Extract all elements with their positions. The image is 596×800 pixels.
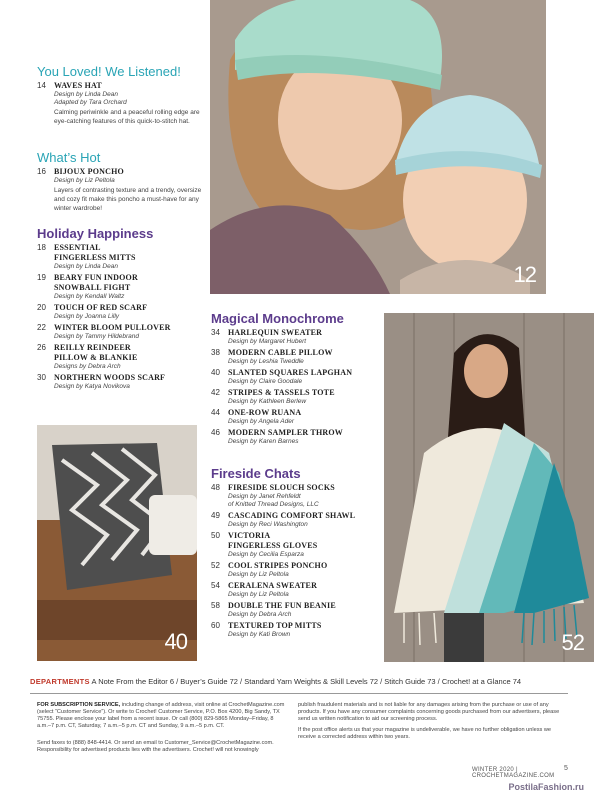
- list-item[interactable]: [37, 243, 207, 271]
- pattern-name: COOL STRIPES PONCHO: [228, 561, 328, 570]
- subscription-heading: FOR SUBSCRIPTION SERVICE,: [37, 702, 121, 708]
- pattern-name: STRIPES & TASSELS TOTE: [228, 388, 335, 397]
- page-number: 48: [211, 483, 220, 492]
- departments-bar: [30, 677, 570, 687]
- pattern-name: FIRESIDE SLOUCH SOCKS: [228, 483, 335, 492]
- list-item[interactable]: [37, 167, 207, 213]
- list-item[interactable]: [37, 343, 207, 371]
- designer: Design by Kendall Waltz: [54, 293, 125, 300]
- pattern-name-line2: SNOWBALL FIGHT: [54, 283, 131, 292]
- page-number: 14: [37, 81, 46, 90]
- pattern-name: CERALENA SWEATER: [228, 581, 318, 590]
- page-number: 18: [37, 243, 46, 252]
- designer: Design by Reci Washington: [228, 521, 308, 528]
- designer: Design by Claire Goodale: [228, 378, 303, 385]
- pattern-name: WINTER BLOOM PULLOVER: [54, 323, 171, 332]
- list-item[interactable]: [211, 428, 383, 446]
- page-number: 40: [211, 368, 220, 377]
- page-number: 22: [37, 323, 46, 332]
- list-item[interactable]: [211, 511, 383, 529]
- page-number: 38: [211, 348, 220, 357]
- pattern-name: WAVES HAT: [54, 81, 102, 90]
- pattern-name: VICTORIA: [228, 531, 271, 540]
- section-fireside-chats: [211, 466, 383, 639]
- page-number: 50: [211, 531, 220, 540]
- watermark: PostilaFashion.ru: [508, 782, 584, 792]
- poncho-illustration: [384, 313, 594, 662]
- pattern-name: TEXTURED TOP MITTS: [228, 621, 322, 630]
- page-number: 34: [211, 328, 220, 337]
- pattern-name: BEARY FUN INDOOR: [54, 273, 138, 282]
- photo-lapghan-on-sofa: [37, 425, 197, 661]
- list-item[interactable]: [211, 483, 383, 509]
- page-number: 19: [37, 273, 46, 282]
- pattern-name-line2: FINGERLESS GLOVES: [228, 541, 318, 550]
- list-item[interactable]: [37, 81, 207, 126]
- section-you-loved: [37, 64, 207, 126]
- designer: Designs by Debra Arch: [54, 363, 121, 370]
- fax-email-text: Send faxes to (888) 848-4414. Or send an email to Customer_Service@CrochetMagazine.com. Responsibility for advertised products lies with the advertisers. Crochet! will not knowingly: [37, 740, 274, 753]
- advertiser-disclaimer: [298, 702, 560, 723]
- designer: Design by Karen Barnes: [228, 438, 299, 445]
- photo-mother-child-hats: [210, 0, 546, 294]
- designer: Design by Kati Brown: [228, 631, 291, 638]
- subscription-text: including change of address, visit online at CrochetMagazine.com (select “Customer Service”). Or write to Crochet! Customer Service, P.O. Box 4200, Big Sandy, TX 75755. Please enclose your label from a recent issue. Or call (800) 829-5865 Monday–Friday, 8 a.m.–7 p.m. CT, Saturday, 7 a.m.–5 p.m. CT and Sunday, 9 a.m.–5 p.m. CT.: [37, 702, 285, 729]
- pattern-name: NORTHERN WOODS SCARF: [54, 373, 166, 382]
- post-office-notice: [298, 727, 560, 741]
- description: Layers of contrasting texture and a trendy, oversize and cozy fit make this poncho a must-have for any winter wardrobe!: [54, 187, 202, 212]
- page-number: 46: [211, 428, 220, 437]
- list-item[interactable]: [37, 303, 207, 321]
- pattern-name: BIJOUX PONCHO: [54, 167, 124, 176]
- pattern-name: MODERN CABLE PILLOW: [228, 348, 333, 357]
- designer: Design by Joanna Lilly: [54, 313, 120, 320]
- designer: Design by Liz Peltola: [54, 177, 115, 184]
- section-title: Holiday Happiness: [37, 226, 154, 241]
- pattern-name-line2: FINGERLESS MITTS: [54, 253, 136, 262]
- fax-email-info: [37, 740, 287, 754]
- section-title: Fireside Chats: [211, 466, 301, 481]
- page-number: 54: [211, 581, 220, 590]
- designer: Design by Cecilia Esparza: [228, 551, 304, 558]
- page-number: 26: [37, 343, 46, 352]
- pattern-name: CASCADING COMFORT SHAWL: [228, 511, 356, 520]
- list-item[interactable]: [37, 273, 207, 301]
- pattern-name: ESSENTIAL: [54, 243, 101, 252]
- list-item[interactable]: [211, 328, 383, 346]
- designer: Design by Margaret Hubert: [228, 338, 307, 345]
- section-magical-monochrome: [211, 311, 383, 446]
- page-number: 30: [37, 373, 46, 382]
- designer: Design by Linda Dean: [54, 263, 118, 270]
- list-item[interactable]: [211, 601, 383, 619]
- list-item[interactable]: [211, 388, 383, 406]
- pattern-name-line2: PILLOW & BLANKIE: [54, 353, 138, 362]
- list-item[interactable]: [211, 561, 383, 579]
- designer: Design by Linda Dean: [54, 91, 118, 98]
- section-title: You Loved! We Listened!: [37, 64, 181, 79]
- list-item[interactable]: [211, 348, 383, 366]
- list-item[interactable]: [37, 323, 207, 341]
- page-number: 44: [211, 408, 220, 417]
- list-item[interactable]: [211, 581, 383, 599]
- page-number: 58: [211, 601, 220, 610]
- photo-page-number: 12: [513, 262, 536, 287]
- pattern-name: TOUCH OF RED SCARF: [54, 303, 148, 312]
- folio: WINTER 2020 | CROCHETMAGAZINE.COM: [472, 767, 555, 779]
- pattern-name: SLANTED SQUARES LAPGHAN: [228, 368, 353, 377]
- photo-woman-in-poncho: [384, 313, 594, 662]
- page-number: 60: [211, 621, 220, 630]
- page-number: 42: [211, 388, 220, 397]
- description: Calming periwinkle and a peaceful rolling edge are eye-catching features of this quick-to-stitch hat.: [54, 109, 200, 125]
- section-title: Magical Monochrome: [211, 311, 344, 326]
- section-whats-hot: [37, 150, 207, 213]
- designer: Design by Katya Novikova: [54, 383, 130, 390]
- disclaimer-text: publish fraudulent materials and is not liable for any damages arising from the purchase or use of any products. If you have any consumer complaints concerning goods purchased from our advertisers, please send us written notification to aid our screening process.: [298, 702, 560, 722]
- hats-illustration: [210, 0, 546, 294]
- pattern-name: REILLY REINDEER: [54, 343, 131, 352]
- section-holiday-happiness: [37, 226, 207, 391]
- designer: Design by Liz Peltola: [228, 571, 289, 578]
- designer-line2: of Knitted Thread Designs, LLC: [228, 501, 319, 508]
- photo-page-number: 52: [561, 630, 584, 655]
- page-number: 16: [37, 167, 46, 176]
- post-office-text: If the post office alerts us that your magazine is undeliverable, we have no further obligation unless we receive a corrected address within two years.: [298, 727, 552, 740]
- subscription-info: [37, 702, 287, 730]
- pattern-name: HARLEQUIN SWEATER: [228, 328, 323, 337]
- designer-adapted: Adapted by Tara Orchard: [54, 99, 127, 106]
- page-number: 49: [211, 511, 220, 520]
- pattern-name: ONE-ROW RUANA: [228, 408, 302, 417]
- list-item[interactable]: [211, 368, 383, 386]
- list-item[interactable]: [37, 373, 207, 391]
- page-number: 5: [564, 765, 568, 772]
- departments-label: DEPARTMENTS: [30, 677, 90, 686]
- page-number: 20: [37, 303, 46, 312]
- section-title: What’s Hot: [37, 150, 101, 165]
- list-item[interactable]: [211, 531, 383, 559]
- divider: [30, 693, 568, 694]
- designer: Design by Angela Ader: [228, 418, 295, 425]
- departments-text: A Note From the Editor 6 / Buyer’s Guide 72 / Standard Yarn Weights & Skill Levels 72 / Stitch Guide 73 / Crochet! at a Glance 74: [91, 677, 522, 686]
- photo-page-number: 40: [164, 629, 187, 654]
- designer: Design by Kathleen Berlew: [228, 398, 307, 405]
- designer: Design by Tammy Hildebrand: [54, 333, 140, 340]
- list-item[interactable]: [211, 408, 383, 426]
- designer: Design by Janet Rehfeldt: [228, 493, 301, 500]
- list-item[interactable]: [211, 621, 383, 639]
- page-number: 52: [211, 561, 220, 570]
- designer: Design by Liz Peltola: [228, 591, 289, 598]
- designer: Design by Leshia Tweddle: [228, 358, 304, 365]
- pattern-name: MODERN SAMPLER THROW: [228, 428, 343, 437]
- designer: Design by Debra Arch: [228, 611, 292, 618]
- lapghan-illustration: [37, 425, 197, 661]
- pattern-name: DOUBLE THE FUN BEANIE: [228, 601, 336, 610]
